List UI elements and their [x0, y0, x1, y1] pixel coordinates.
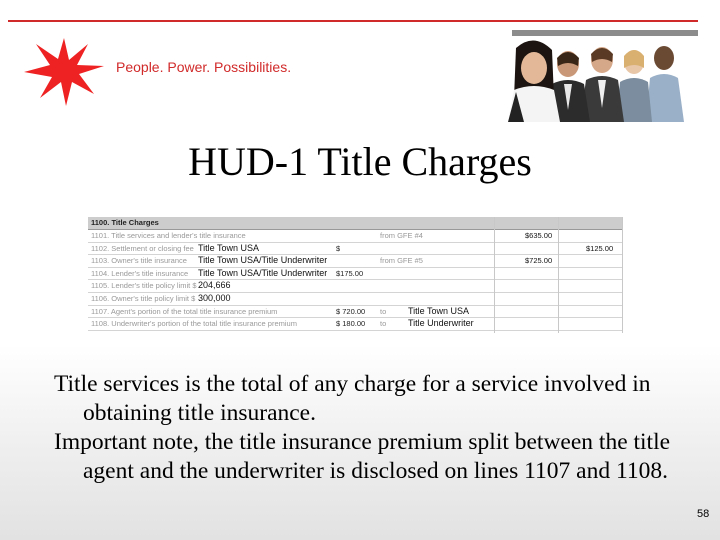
row-description: 1108. Underwriter's portion of the total title insurance premium — [91, 319, 297, 329]
row-amount: $ — [336, 243, 341, 253]
page-number: 58 — [697, 508, 710, 520]
row-amount: $ 720.00 — [336, 306, 366, 316]
row-reference: from GFE #5 — [380, 256, 423, 266]
row-typed-value: Title Town USA — [198, 242, 260, 253]
row-description: 1106. Owner's title policy limit $ — [91, 293, 196, 303]
table-column-divider — [558, 217, 559, 333]
group-of-people-photo — [494, 38, 688, 122]
slide-title: HUD-1 Title Charges — [188, 139, 532, 184]
row-borrower-amount: $635.00 — [525, 231, 553, 240]
row-description: 1105. Lender's title policy limit $ — [91, 281, 197, 291]
row-description: 1107. Agent's portion of the total title insurance premium — [91, 306, 278, 316]
row-seller-amount: $125.00 — [586, 243, 614, 253]
table-column-divider — [622, 217, 623, 333]
row-description: 1101. Title services and lender's title insurance — [91, 231, 246, 240]
row-borrower-amount: $725.00 — [525, 256, 553, 266]
table-row — [88, 255, 623, 268]
row-typed-value: 300,000 — [198, 292, 231, 303]
slide-body — [54, 370, 674, 486]
table-row — [88, 280, 623, 293]
row-typed-value: 204,666 — [198, 280, 231, 291]
starburst-logo-icon — [22, 36, 106, 108]
row-description: 1104. Lender's title insurance — [91, 268, 189, 278]
row-typed-value: Title Town USA/Title Underwriter — [198, 267, 328, 278]
table-column-divider — [494, 217, 495, 333]
table-header: 1100. Title Charges — [88, 217, 623, 230]
body-paragraph-title-services: Title services is the total of any charge for a service involved in obtaining title insurance. — [54, 371, 651, 426]
photo-accent-bar — [512, 30, 698, 36]
row-amount: $ 180.00 — [336, 319, 366, 329]
table-row — [88, 268, 623, 281]
company-tagline: People. Power. Possibilities. — [116, 59, 292, 75]
row-reference: to — [380, 306, 387, 316]
row-payee: Title Underwriter — [408, 318, 474, 329]
row-description: 1102. Settlement or closing fee — [91, 243, 194, 253]
body-paragraph-important-note: Important note, the title insurance premium split between the title agent and the underwriter is disclosed on lines 1107 and 1108. — [54, 429, 671, 484]
hud1-title-charges-table — [88, 217, 623, 333]
table-row — [88, 318, 623, 331]
row-reference: from GFE #4 — [380, 231, 423, 240]
table-row — [88, 306, 623, 319]
row-reference: to — [380, 319, 387, 329]
row-typed-value: Title Town USA/Title Underwriter — [198, 255, 328, 266]
row-description: 1103. Owner's title insurance — [91, 256, 187, 266]
row-payee: Title Town USA — [408, 305, 470, 316]
table-row — [88, 230, 623, 243]
header-divider — [8, 20, 698, 22]
table-row — [88, 243, 623, 256]
table-row — [88, 293, 623, 306]
row-amount: $175.00 — [336, 268, 364, 278]
